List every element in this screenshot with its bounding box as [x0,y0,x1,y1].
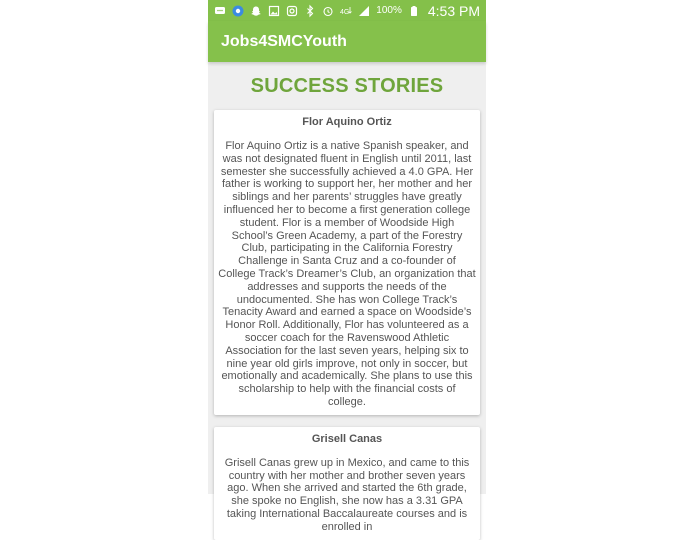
clock-time: 4:53 PM [427,2,480,19]
lte-icon [340,5,352,17]
message-icon [214,5,226,17]
app-bar [208,21,486,62]
snapchat-icon [250,5,262,17]
instagram-icon [286,5,298,17]
page-title: SUCCESS STORIES [250,75,444,97]
phone-screen [208,0,486,533]
story-text: Flor Aquino Ortiz is a native Spanish speaker, and was not designated fluent in English until 2011, last semester she successfully achieved a 4.0 GPA. Her father is working to support her, her mother and her siblings and her parents’ struggles have greatly influenced her to become a first generation college student. Flor is a member of Woodside High School’s Green Academy, a part of the Forestry Club, participating in the California Forestry Challenge in Santa Cruz and a co-founder of College Track’s Dreamer’s Club, an organization that addresses and supports the needs of the undocumented. She has won College Track’s Tenacity Award and earned a space on Woodside’s Honor Roll. Additionally, Flor has volunteered as a soccer coach for the Ravenswood Athletic Association for the last seven years, helping six to nine year old girls improve, not only in soccer, but emotionally and academically. She plans to use this scholarship to help with the financial costs of college. [218,140,476,408]
bluetooth-icon [304,5,316,17]
status-bar [208,0,486,21]
story-name: Flor Aquino Ortiz [302,116,392,128]
status-left-icons [214,5,298,17]
signal-icon [358,5,370,17]
alarm-icon [322,5,334,17]
status-right-icons [304,3,480,19]
story-name: Grisell Canas [311,432,383,445]
battery-percentage: 100% [376,5,402,16]
chrome-icon [232,5,244,17]
battery-icon [408,5,420,17]
story-text: Grisell Canas grew up in Mexico, and came to this country with her mother and brother seven years ago. When she arrived and started the 6th grade, she spoke no English, she now has a 3.31 GPA taking International Baccalaureate courses and is enrolled in [224,456,470,533]
story-card-flor[interactable] [214,110,480,415]
svg-text:4G: 4G [340,8,350,16]
gallery-icon [268,5,280,17]
app-title: Jobs4SMCYouth [221,32,347,50]
story-card-grisell[interactable] [214,427,480,540]
